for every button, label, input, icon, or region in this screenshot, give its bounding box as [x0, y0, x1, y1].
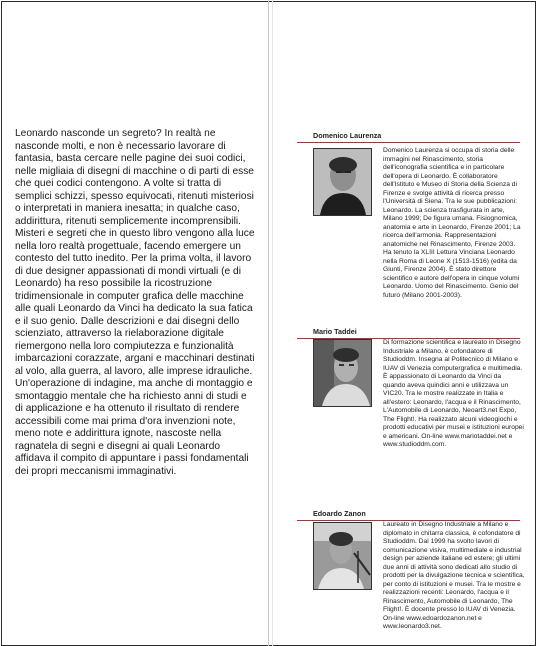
author-bio-laurenza: Domenico Laurenza si occupa di storia delle immagini nel Rinascimento, storia dell'iconografia scientifica e in particolare dell'opera di Leonardo. È collaboratore dell'Istituto e Museo di Storia della Scienza di Firenze e svolge attività di ricerca presso l'Università di Siena. Tra le sue pubblicazioni: Leonardo. La scienza trasfigurata in arte, Milano 1999; De figura umana. Fisiognomica, anatomia e arte in Leonardo, Firenze 2001; La ricerca dell'armonia. Rappresentazioni anatomiche nel Rinascimento, Firenze 2003. Ha tenuto la XLIII Lettura Vinciana Leonardo nella Roma di Leone X (1513-1516) (edita da Giunti, Firenze 2004). È stato direttore scientifico e autore dell'opera in cinque volumi Leonardo. Uomo del Rinascimento. Genio del futuro (Milano 2001-2003). [383, 147, 521, 299]
author-name-taddei: Mario Taddei [313, 327, 357, 336]
author-portrait-zanon [313, 522, 372, 590]
author-bio-zanon: Laureato in Disegno Industriale a Milano e diplomato in chitarra classica, è cofondatore di Studioddm. Dal 1999 ha svolto lavori di comunicazione visiva, multimediale e industrial design per aziende italiane ed estere; gli ultimi due anni di attività sono dedicati allo studio di prodotti per la divulgazione tecnica e scientifica, per conto di istituzioni e musei. Tra le mostre e realizzazioni recenti: Leonardo, l'acqua e il Rinascimento, Automobile di Leonardo, The Flight!. È docente presso lo IUAV di Venezia. On-line www.edoardozanon.net e www.leonardo3.net. [383, 521, 525, 630]
author-divider-rule [297, 142, 520, 143]
flap-fold-shadow [272, 0, 273, 646]
flap-description: Leonardo nasconde un segreto? In realtà ne nasconde molti, e non è necessario lavorare di fantasia, basta cercare nelle pagine dei suoi codici, nelle migliaia di disegni di macchine o di parti di esse che quei codici contengono. A volte si tratta di semplici schizzi, spesso equivocati, ritenuti misteriosi o interpretati in maniera inesatta; in qualche caso, addirittura, ritenuti semplicemente incomprensibili. Misteri e segreti che in questo libro vengono alla luce nella loro realtà progettuale, facendo emergere un contesto del tutto inedito. Per la prima volta, il lavoro di due designer appassionati di mondi virtuali (e di Leonardo) ha reso possibile la ricostruzione tridimensionale in computer grafica delle macchine alle quali Leonardo da Vinci ha dedicato la sua fatica e il suo genio. Dalle descrizioni e dai disegni dello scienziato, attraverso la rielaborazione digitale riemergono nella loro compiutezza e funzionalità imbarcazioni corazzate, argani e macchinari destinati al volo, alla guerra, al lavoro, alle imprese idrauliche. Un'operazione di indagine, ma anche di montaggio e smontaggio mentale che ha richiesto anni di studi e di applicazione e ha ottenuto il risultato di rendere accessibili come mai prima d'ora invenzioni note, meno note e addirittura ignote, nascoste nella ragnatela di segni e disegni ai quali Leonardo affidava il compito di appuntare i passi fondamentali dei propri meccanismi immaginativi. [15, 128, 255, 477]
author-bio-taddei: Di formazione scientifica e laureato in Disegno Industriale a Milano, è cofondatore di Studioddm. Insegna al Politecnico di Milano e IUAV di Venezia computergrafica e multimedia. È appassionato di Leonardo da Vinci da quando aveva quindici anni e utilizzava un VIC20. Tra le mostre realizzate in Italia e all'estero: Leonardo, l'acqua e il Rinascimento, L'Automobile di Leonardo, Neoart3.net Expo, The Flight!. Ha realizzato alcuni videogiochi e prodotti educativi per musei e istituzioni europei e americani. On-line www.mariotaddei.net e www.studioddm.com. [383, 339, 524, 448]
author-name-laurenza: Domenico Laurenza [313, 131, 382, 140]
flap-fold-line [268, 0, 269, 646]
author-name-zanon: Edoardo Zanon [313, 509, 366, 518]
author-portrait-laurenza [313, 148, 372, 216]
author-portrait-taddei [313, 339, 372, 407]
